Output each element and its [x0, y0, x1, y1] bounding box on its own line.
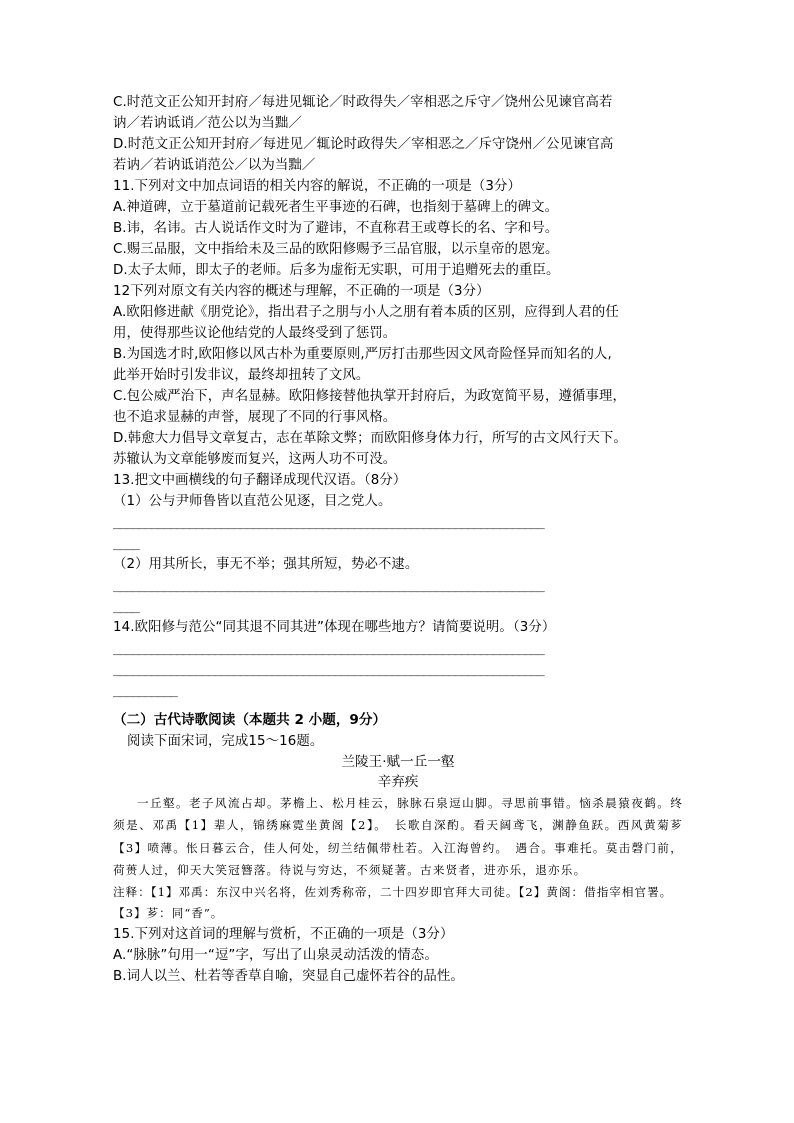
q13-sentence-2: （2）用其所长，事无不举；强其所短，势必不逮。 [113, 557, 419, 572]
q12-option-c-line2: 也不追求显赫的声誉，展现了不同的行事风格。 [113, 410, 397, 425]
q13-stem: 13.把文中画横线的句子翻译成现代汉语。（8分） [113, 473, 407, 488]
q12-option-c-line1: C.包公威严治下，声名显赫。欧阳修接替他执掌开封府后，为政宽简平易，遵循事理， [113, 389, 626, 404]
option-d-line2: 若讷／若讷诋诮范公／以为当黜／ [113, 158, 316, 173]
exam-page [113, 92, 683, 987]
section-intro: 阅读下面宋词，完成15～16题。 [127, 734, 324, 749]
q12-option-b-line2: 此举开始时引发非议，最终却扭转了文风。 [113, 368, 370, 383]
q15-option-b: B.词人以兰、杜若等香草自喻，突显自己虚怀若谷的品性。 [113, 968, 464, 984]
q11-option-d: D.太子太师，即太子的老师。后多为虚衔无实职，可用于追赠死去的重臣。 [113, 263, 560, 278]
poem-notes: 注释：【1】邓禹：东汉中兴名将，佐刘秀称帝，二十四岁即官拜大司徒。【2】黄阁：借指宰相官署。【3】芗：同“香”。 [113, 884, 673, 920]
q12-option-a-line1: A.欧阳修进献《朋党论》，指出君子之朋与小人之朋有着本质的区别，应得到人君的任 [113, 305, 619, 320]
q12-stem: 12下列对原文有关内容的概述与理解，不正确的一项是（3分） [113, 284, 490, 299]
q12-option-d-line2: 苏辙认为文章能够废而复兴，这两人功不可没。 [113, 452, 397, 467]
q11-stem: 11.下列对文中加点词语的相关内容的解说，不正确的一项是（3分） [113, 179, 521, 194]
q11-option-b: B.讳，名讳。古人说话作文时为了避讳，不直称君王或尊长的名、字和号。 [113, 221, 559, 236]
poem-text: 一丘壑。老子风流占却。茅檐上、松月桂云，脉脉石泉逗山脚。寻思前事错。恼杀晨猿夜鹤。终须是、邓禹【1】辈人，锦绣麻霓坐黄阁【2】。 长歌自深酌。看天阔鸢飞，渊静鱼跃。西风黄菊芗【3】喷薄。怅日暮云合，佳人何处，纫兰结佩带杜若。入江海曾约。 遇合。事难托。莫击磬门前，荷蒉人过，仰天大笑冠簪落。待说与穷达，不须疑著。古来贤者，进亦乐，退亦乐。 [113, 796, 683, 878]
answer-line[interactable]: ____________________________________________________________________ [113, 641, 544, 656]
q12-option-b-line1: B.为国选才时,欧阳修以风古朴为重要原则,严厉打击那些因文风奇险怪异而知名的人, [113, 347, 612, 362]
option-c-line2: 讷／若讷诋诮／范公以为当黜／ [113, 116, 302, 131]
answer-line-end[interactable]: ____ [113, 599, 139, 614]
q14-stem: 14.欧阳修与范公“同其退不同其进”体现在哪些地方？请简要说明。（3分） [113, 620, 556, 635]
q15-option-a: A.“脉脉”句用一“逗”字，写出了山泉灵动活泼的情态。 [113, 947, 438, 963]
answer-line[interactable]: ____________________________________________________________________ [113, 578, 544, 593]
answer-line-end[interactable]: __________ [113, 683, 177, 698]
poem-author: 辛弃疾 [377, 774, 419, 790]
q12-option-d-line1: D.韩愈大力倡导文章复古，志在革除文弊；而欧阳修身体力行，所写的古文风行天下。 [113, 431, 627, 446]
q11-option-a: A.神道碑，立于墓道前记载死者生平事迹的石碑，也指刻于墓碑上的碑文。 [113, 200, 559, 215]
answer-line[interactable]: ____________________________________________________________________ [113, 515, 544, 530]
answer-line[interactable]: ____________________________________________________________________ [113, 662, 544, 677]
option-d-line1: D.时范文正公知开封府／每进见／辄论时政得失／宰相恶之／斥守饶州／公见谏官高 [113, 137, 614, 152]
q13-sentence-1: （1）公与尹师鲁皆以直范公见逐，目之党人。 [113, 494, 392, 509]
q12-option-a-line2: 用，使得那些议论他结党的人最终受到了惩罚。 [113, 326, 397, 341]
poem-title: 兰陵王·赋一丘一壑 [341, 754, 455, 770]
q11-option-c: C.赐三品服，文中指给未及三品的欧阳修赐予三品官服，以示皇帝的恩宠。 [113, 242, 559, 257]
answer-line-end[interactable]: ____ [113, 536, 139, 551]
section-heading: （二）古代诗歌阅读（本题共 2 小题，9分） [113, 712, 387, 728]
q15-stem: 15.下列对这首词的理解与赏析，不正确的一项是（3分） [113, 926, 454, 942]
poem-body [113, 792, 683, 882]
option-c-line1: C.时范文正公知开封府／每进见辄论／时政得失／宰相恶之斥守／饶州公见谏官高若 [113, 95, 613, 110]
